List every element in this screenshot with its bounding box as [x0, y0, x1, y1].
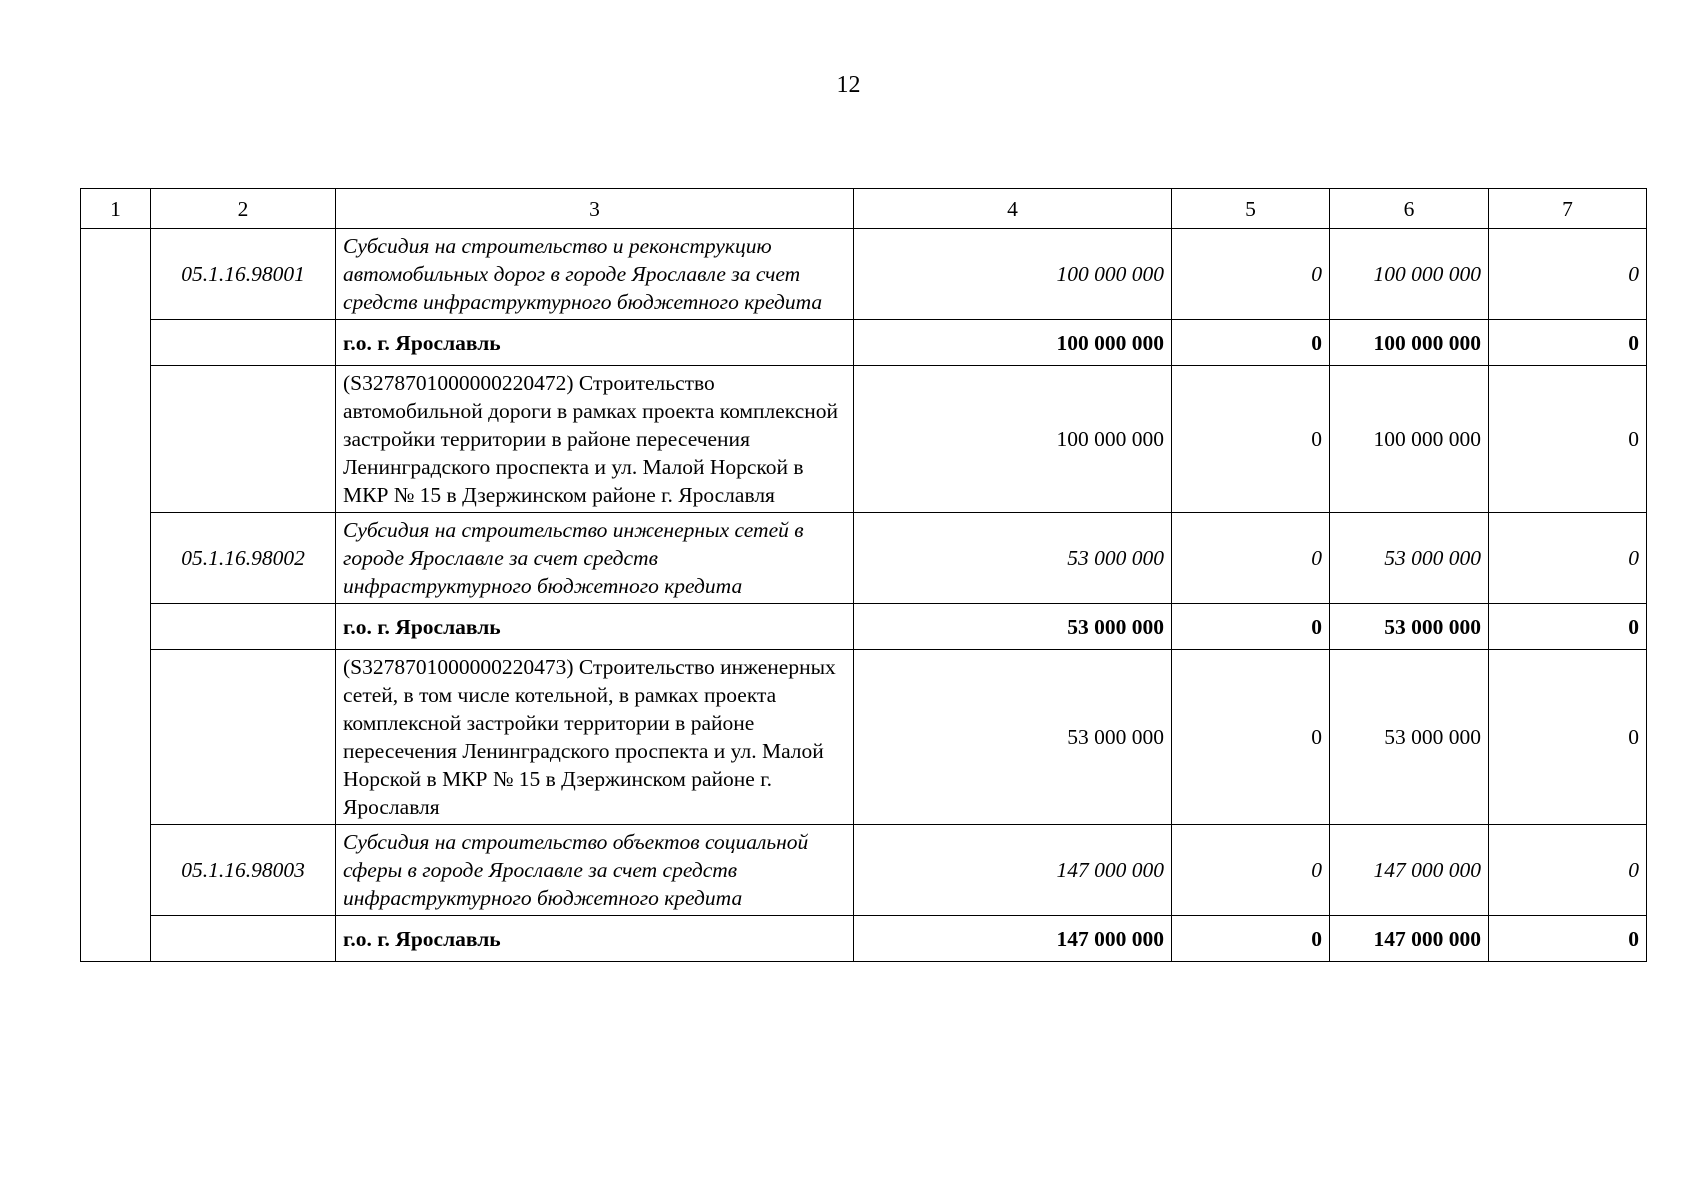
value-col-6: 147 000 000 [1330, 825, 1489, 916]
table-row [81, 320, 1647, 366]
value-col-4: 147 000 000 [854, 916, 1172, 962]
value-col-4: 53 000 000 [854, 513, 1172, 604]
budget-code: 05.1.16.98003 [151, 825, 336, 916]
budget-code [151, 604, 336, 650]
value-col-4: 53 000 000 [854, 650, 1172, 825]
row-description: г.о. г. Ярославль [336, 604, 854, 650]
value-col-5: 0 [1172, 366, 1330, 513]
row-description: Субсидия на строительство объектов социальной сферы в городе Ярославле за счет средств инфраструктурного бюджетного кредита [336, 825, 854, 916]
value-col-5: 0 [1172, 825, 1330, 916]
row-description: (S3278701000000220472) Строительство автомобильной дороги в рамках проекта комплексной застройки территории в районе пересечения Ленинградского проспекта и ул. Малой Норской в МКР № 15 в Дзержинском районе г. Ярославля [336, 366, 854, 513]
value-col-7: 0 [1489, 604, 1647, 650]
budget-code [151, 320, 336, 366]
header-cell-6: 6 [1330, 189, 1489, 229]
value-col-6: 100 000 000 [1330, 229, 1489, 320]
value-col-7: 0 [1489, 825, 1647, 916]
page-number: 12 [836, 72, 861, 98]
header-cell-5: 5 [1172, 189, 1330, 229]
value-col-7: 0 [1489, 366, 1647, 513]
value-col-4: 100 000 000 [854, 229, 1172, 320]
value-col-5: 0 [1172, 513, 1330, 604]
row-description: Субсидия на строительство инженерных сетей в городе Ярославле за счет средств инфраструктурного бюджетного кредита [336, 513, 854, 604]
table-row [81, 604, 1647, 650]
value-col-6: 53 000 000 [1330, 513, 1489, 604]
value-col-5: 0 [1172, 916, 1330, 962]
value-col-5: 0 [1172, 604, 1330, 650]
table-row [81, 513, 1647, 604]
table-row [81, 229, 1647, 320]
value-col-6: 147 000 000 [1330, 916, 1489, 962]
value-col-7: 0 [1489, 916, 1647, 962]
header-cell-4: 4 [854, 189, 1172, 229]
value-col-7: 0 [1489, 650, 1647, 825]
row-description: Субсидия на строительство и реконструкцию автомобильных дорог в городе Ярославле за счет средств инфраструктурного бюджетного кредита [336, 229, 854, 320]
value-col-7: 0 [1489, 320, 1647, 366]
header-cell-7: 7 [1489, 189, 1647, 229]
value-col-4: 147 000 000 [854, 825, 1172, 916]
value-col-5: 0 [1172, 650, 1330, 825]
value-col-6: 53 000 000 [1330, 604, 1489, 650]
value-col-5: 0 [1172, 320, 1330, 366]
budget-code [151, 916, 336, 962]
value-col-5: 0 [1172, 229, 1330, 320]
header-cell-2: 2 [151, 189, 336, 229]
budget-code [151, 366, 336, 513]
value-col-4: 100 000 000 [854, 320, 1172, 366]
value-col-4: 100 000 000 [854, 366, 1172, 513]
budget-code: 05.1.16.98002 [151, 513, 336, 604]
table-row [81, 650, 1647, 825]
table-row [81, 366, 1647, 513]
table-row [81, 825, 1647, 916]
budget-code: 05.1.16.98001 [151, 229, 336, 320]
header-cell-1: 1 [81, 189, 151, 229]
value-col-6: 53 000 000 [1330, 650, 1489, 825]
budget-code [151, 650, 336, 825]
value-col-7: 0 [1489, 513, 1647, 604]
value-col-4: 53 000 000 [854, 604, 1172, 650]
row-description: г.о. г. Ярославль [336, 916, 854, 962]
row-description: г.о. г. Ярославль [336, 320, 854, 366]
header-cell-3: 3 [336, 189, 854, 229]
column-1-cell [81, 229, 151, 962]
table-row [81, 916, 1647, 962]
row-description: (S3278701000000220473) Строительство инженерных сетей, в том числе котельной, в рамках проекта комплексной застройки территории в районе пересечения Ленинградского проспекта и ул. Малой Норской в МКР № 15 в Дзержинском районе г. Ярославля [336, 650, 854, 825]
value-col-6: 100 000 000 [1330, 320, 1489, 366]
value-col-7: 0 [1489, 229, 1647, 320]
value-col-6: 100 000 000 [1330, 366, 1489, 513]
table-header-row [81, 189, 1647, 229]
budget-table [80, 188, 1647, 962]
